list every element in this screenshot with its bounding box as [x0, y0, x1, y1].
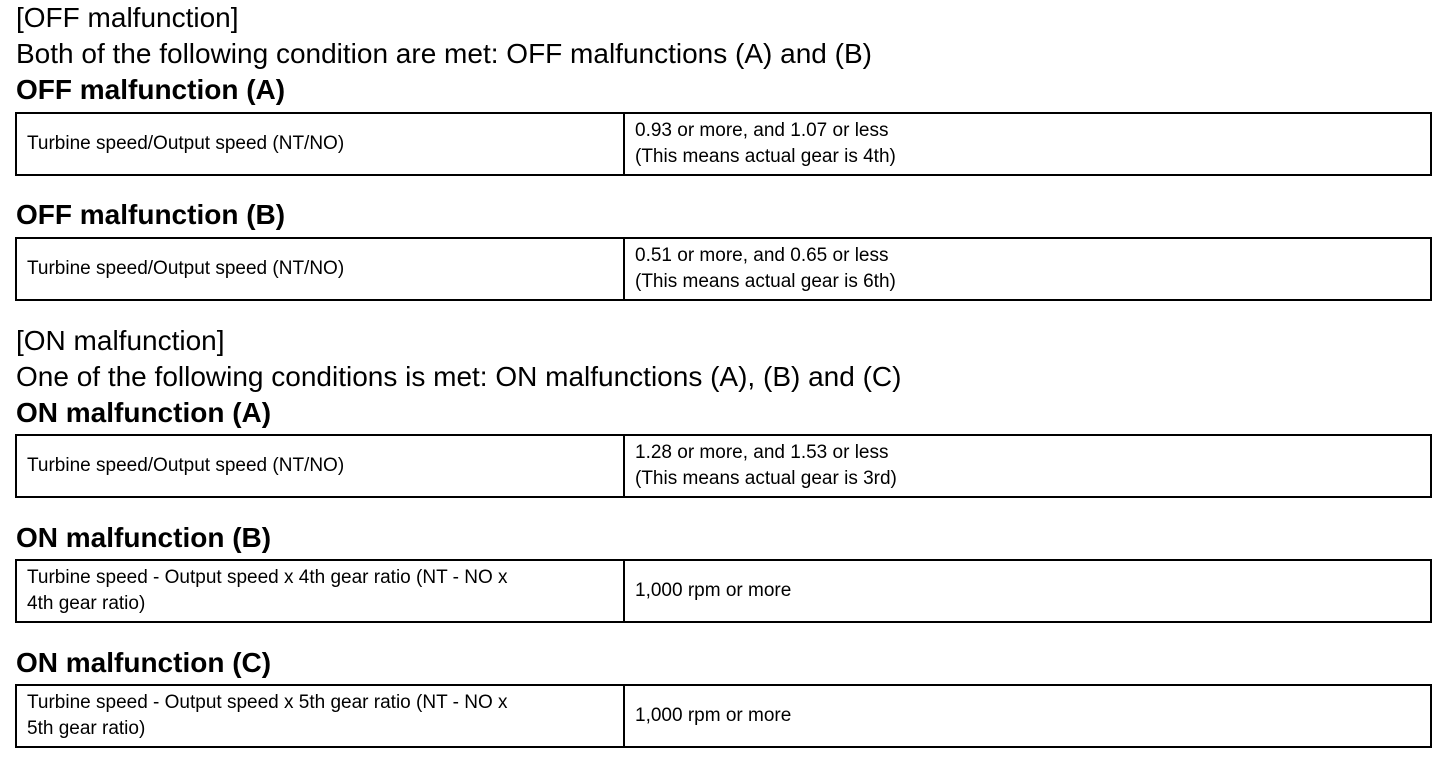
on-section-summary: One of the following conditions is met: ON malfunctions (A), (B) and (C) [16, 361, 902, 392]
on-malfunction-c-heading: ON malfunction (C) [16, 647, 272, 678]
table-row [16, 560, 1431, 622]
on-malfunction-a-table [15, 434, 1432, 498]
parameter-cell [16, 113, 624, 175]
table-row [16, 113, 1431, 175]
value-line: 0.93 or more, and 1.07 or less [635, 120, 889, 141]
on-malfunction-b-table [15, 559, 1432, 623]
parameter-text: Turbine speed/Output speed (NT/NO) [27, 258, 345, 279]
table-row [16, 238, 1431, 300]
value-cell [624, 238, 1431, 300]
off-malfunction-b-table [15, 237, 1432, 301]
parameter-cell [16, 685, 624, 747]
parameter-text: Turbine speed - Output speed x 4th gear ratio (NT - NO x [27, 567, 508, 588]
value-note: (This means actual gear is 4th) [635, 146, 896, 167]
table-row [16, 685, 1431, 747]
on-malfunction-b-heading: ON malfunction (B) [16, 522, 272, 553]
value-cell [624, 560, 1431, 622]
value-line: 0.51 or more, and 0.65 or less [635, 245, 889, 266]
value-text: 1,000 rpm or more [635, 580, 792, 601]
table-row [16, 435, 1431, 497]
off-malfunction-a-heading: OFF malfunction (A) [16, 74, 286, 105]
parameter-text-continued: 4th gear ratio) [27, 593, 146, 614]
value-line: 1.28 or more, and 1.53 or less [635, 442, 889, 463]
parameter-cell [16, 560, 624, 622]
value-text: 1,000 rpm or more [635, 705, 792, 726]
parameter-text-continued: 5th gear ratio) [27, 718, 146, 739]
parameter-text: Turbine speed/Output speed (NT/NO) [27, 455, 345, 476]
value-note: (This means actual gear is 6th) [635, 271, 896, 292]
off-malfunction-a-table [15, 112, 1432, 176]
value-cell [624, 685, 1431, 747]
on-section-title: [ON malfunction] [16, 325, 225, 356]
value-note: (This means actual gear is 3rd) [635, 468, 897, 489]
off-malfunction-b-heading: OFF malfunction (B) [16, 199, 286, 230]
value-cell [624, 435, 1431, 497]
parameter-text: Turbine speed - Output speed x 5th gear ratio (NT - NO x [27, 692, 508, 713]
parameter-cell [16, 238, 624, 300]
off-section-title: [OFF malfunction] [16, 2, 239, 33]
parameter-cell [16, 435, 624, 497]
on-malfunction-a-heading: ON malfunction (A) [16, 397, 272, 428]
off-section-summary: Both of the following condition are met: OFF malfunctions (A) and (B) [16, 38, 872, 69]
on-malfunction-c-table [15, 684, 1432, 748]
value-cell [624, 113, 1431, 175]
parameter-text: Turbine speed/Output speed (NT/NO) [27, 133, 345, 154]
